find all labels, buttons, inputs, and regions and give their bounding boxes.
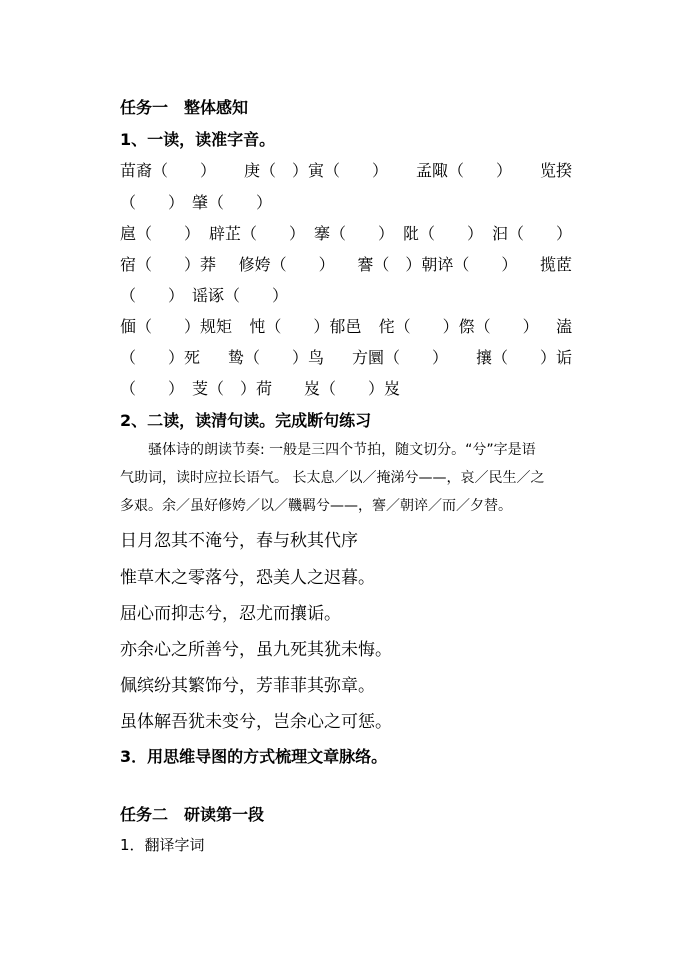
pinyin-item: 謇（ ）朝谇（ ） bbox=[357, 255, 518, 274]
pinyin-row-1 bbox=[120, 158, 572, 181]
pinyin-item: 方圜（ ） bbox=[351, 348, 448, 367]
intro-line: 多艰。余／虽好修姱／以／鞿羁兮——，謇／朝谇／而／夕替。 bbox=[120, 498, 512, 514]
pinyin-item: 庚（ ）寅（ ） bbox=[243, 161, 388, 180]
pinyin-item: 忳（ ）郁邑 bbox=[249, 317, 362, 336]
pinyin-row-8 bbox=[120, 376, 572, 399]
pinyin-item: 鸷（ ）鸟 bbox=[227, 348, 324, 367]
practice-sentence: 屈心而抑志兮，忍尤而攘诟。 bbox=[120, 604, 341, 624]
pinyin-item: 汩（ ） bbox=[491, 224, 572, 243]
pinyin-row-2 bbox=[120, 190, 572, 213]
pinyin-item: 览揆 bbox=[539, 161, 572, 180]
pinyin-item: 偭（ ）规矩 bbox=[120, 317, 233, 336]
pinyin-row-6 bbox=[120, 314, 572, 337]
pinyin-row-3 bbox=[120, 221, 572, 244]
pinyin-item: 孟陬（ ） bbox=[415, 161, 512, 180]
task2-step1-heading: 1．翻译字词 bbox=[120, 836, 205, 854]
intro-line: 气助词，读时应拉长语气。 长太息／以／掩涕兮——，哀／民生／之 bbox=[120, 470, 545, 486]
pinyin-item: 修姱（ ） bbox=[238, 255, 335, 274]
task1-title: 任务一 整体感知 bbox=[120, 98, 249, 117]
pinyin-item: 扈（ ） bbox=[120, 224, 201, 243]
pinyin-item: 宿（ ）莽 bbox=[120, 255, 217, 274]
pinyin-row-4 bbox=[120, 252, 572, 275]
pinyin-item: 阰（ ） bbox=[402, 224, 483, 243]
pinyin-item: 辟芷（ ） bbox=[208, 224, 305, 243]
pinyin-item: 揽茝 bbox=[539, 255, 572, 274]
task2-title: 任务二 研读第一段 bbox=[120, 805, 265, 824]
pinyin-item: （ ） 谣诼（ ） bbox=[120, 286, 289, 305]
practice-sentence: 虽体解吾犹未变兮，岂余心之可惩。 bbox=[120, 712, 392, 732]
practice-sentence: 亦余心之所善兮，虽九死其犹未悔。 bbox=[120, 640, 392, 660]
practice-sentence: 日月忽其不淹兮，春与秋其代序 bbox=[120, 531, 358, 551]
pinyin-item: （ ）死 bbox=[120, 348, 201, 367]
pinyin-row-7 bbox=[120, 345, 572, 368]
practice-sentence: 惟草木之零落兮，恐美人之迟暮。 bbox=[120, 568, 375, 588]
pinyin-item: 苗裔（ ） bbox=[120, 161, 217, 180]
task1-step1-heading: 1、一读，读准字音。 bbox=[120, 130, 276, 149]
intro-line: 骚体诗的朗读节奏: 一般是三四个节拍，随文切分。“兮”字是语 bbox=[148, 442, 536, 458]
pinyin-item: 侘（ ）傺（ ） bbox=[378, 317, 539, 336]
pinyin-item: 溘 bbox=[555, 317, 572, 336]
task1-step3-heading: 3．用思维导图的方式梳理文章脉络。 bbox=[120, 747, 388, 766]
pinyin-item: （ ） 肇（ ） bbox=[120, 193, 273, 212]
pinyin-item: （ ） 芰（ ）荷 岌（ ）岌 bbox=[120, 379, 401, 398]
task1-step2-heading: 2、二读，读清句读。完成断句练习 bbox=[120, 411, 372, 430]
pinyin-item: 攘（ ）诟 bbox=[475, 348, 572, 367]
pinyin-item: 搴（ ） bbox=[313, 224, 394, 243]
practice-sentence: 佩缤纷其繁饰兮，芳菲菲其弥章。 bbox=[120, 676, 375, 696]
pinyin-row-5 bbox=[120, 283, 572, 306]
